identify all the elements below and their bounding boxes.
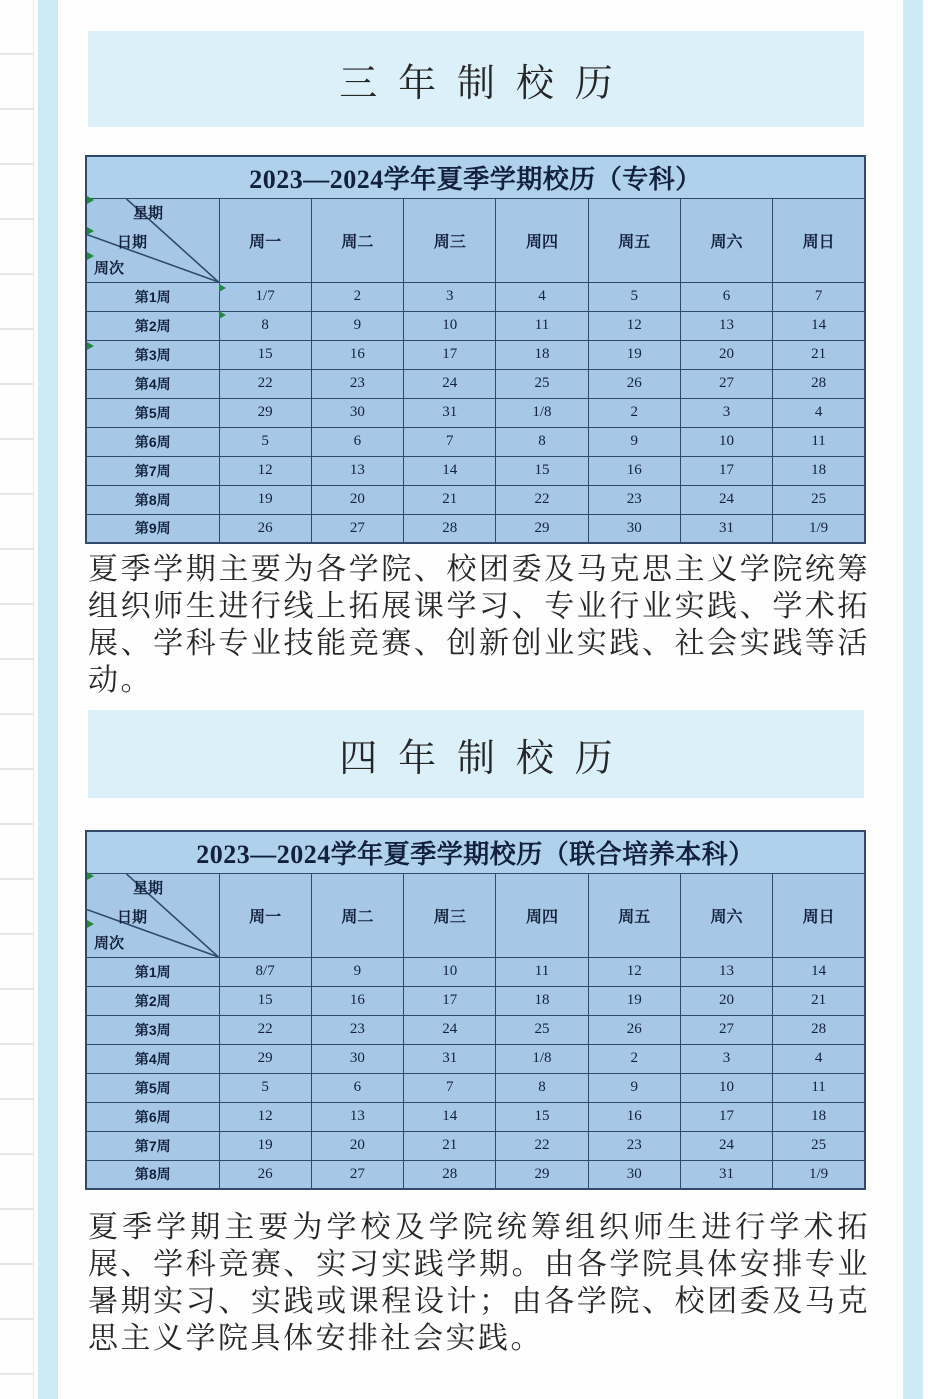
- date-cell: 1/8: [496, 398, 588, 427]
- week-label-cell: 第7周: [86, 1131, 219, 1160]
- date-cell: 20: [311, 1131, 403, 1160]
- date-cell: 26: [588, 1015, 680, 1044]
- date-cell: 31: [404, 1044, 496, 1073]
- date-cell: 18: [496, 340, 588, 369]
- date-cell: 1/8: [496, 1044, 588, 1073]
- date-cell: 7: [404, 1073, 496, 1102]
- date-cell: 24: [404, 369, 496, 398]
- date-cell: 3: [680, 398, 772, 427]
- section-title-three-year: [88, 31, 864, 127]
- date-cell: 11: [496, 957, 588, 986]
- calendar-table-joint-bachelor: [85, 830, 866, 1190]
- day-header: 周一: [219, 873, 311, 957]
- date-cell: 29: [219, 398, 311, 427]
- date-cell: 10: [404, 311, 496, 340]
- day-header: 周六: [680, 198, 772, 282]
- calendar-table-junior-college: [85, 155, 866, 544]
- date-cell: 16: [588, 1102, 680, 1131]
- week-label-cell: 第8周: [86, 1160, 219, 1189]
- day-header: 周三: [404, 873, 496, 957]
- date-cell: 31: [680, 514, 772, 543]
- table-row: [86, 1102, 865, 1131]
- date-cell: 9: [311, 311, 403, 340]
- date-cell: 28: [773, 369, 865, 398]
- date-cell: 19: [219, 485, 311, 514]
- date-cell: 27: [680, 1015, 772, 1044]
- date-cell: 3: [680, 1044, 772, 1073]
- day-header: 周二: [311, 873, 403, 957]
- date-cell: 27: [311, 514, 403, 543]
- date-cell: 31: [404, 398, 496, 427]
- date-cell: 13: [311, 1102, 403, 1131]
- date-cell: 21: [404, 1131, 496, 1160]
- date-cell: 10: [680, 1073, 772, 1102]
- day-header: 周一: [219, 198, 311, 282]
- day-header: 周三: [404, 198, 496, 282]
- date-cell: 19: [588, 986, 680, 1015]
- date-cell: 26: [219, 514, 311, 543]
- table-row: [86, 1044, 865, 1073]
- date-cell: 21: [404, 485, 496, 514]
- date-cell: 1/9: [773, 514, 865, 543]
- date-cell: 6: [311, 427, 403, 456]
- date-cell: 17: [680, 456, 772, 485]
- date-cell: 4: [773, 398, 865, 427]
- table-row: [86, 1131, 865, 1160]
- date-cell: 23: [311, 369, 403, 398]
- table-row: [86, 311, 865, 340]
- day-header: 周四: [496, 198, 588, 282]
- date-cell: 24: [680, 485, 772, 514]
- date-cell: 7: [404, 427, 496, 456]
- date-cell: 29: [496, 1160, 588, 1189]
- date-cell: 28: [773, 1015, 865, 1044]
- date-cell: 15: [496, 1102, 588, 1131]
- date-cell: 29: [496, 514, 588, 543]
- date-cell: 20: [680, 986, 772, 1015]
- date-cell: 14: [404, 1102, 496, 1131]
- date-cell: 6: [311, 1073, 403, 1102]
- week-label-cell: 第3周: [86, 340, 219, 369]
- date-cell: 18: [773, 1102, 865, 1131]
- date-cell: 4: [496, 282, 588, 311]
- date-cell: 20: [311, 485, 403, 514]
- week-label-cell: 第4周: [86, 369, 219, 398]
- date-cell: 7: [773, 282, 865, 311]
- table-title: 2023—2024学年夏季学期校历（专科）: [86, 156, 865, 198]
- date-cell: 12: [219, 1102, 311, 1131]
- date-cell: 8: [219, 311, 311, 340]
- comment-marker-icon: [87, 252, 94, 260]
- table-row: [86, 957, 865, 986]
- week-label-cell: 第6周: [86, 427, 219, 456]
- note-three-year: 夏季学期主要为各学院、校团委及马克思主义学院统筹组织师生进行线上拓展课学习、专业行业实践、学术拓展、学科专业技能竞赛、创新创业实践、社会实践等活动。: [88, 553, 870, 697]
- date-cell: 29: [219, 1044, 311, 1073]
- corner-label-week-number: 周次: [94, 259, 125, 277]
- date-cell: 15: [496, 456, 588, 485]
- date-cell: 12: [588, 957, 680, 986]
- date-cell: 25: [496, 1015, 588, 1044]
- date-cell: 17: [404, 340, 496, 369]
- table-row: [86, 282, 865, 311]
- date-cell: 10: [404, 957, 496, 986]
- corner-label-date: 日期: [117, 908, 148, 926]
- week-label-cell: 第2周: [86, 311, 219, 340]
- date-cell: 4: [773, 1044, 865, 1073]
- date-cell: 31: [680, 1160, 772, 1189]
- table-row: [86, 1160, 865, 1189]
- corner-label-weekday: 星期: [133, 204, 164, 222]
- week-label-cell: 第5周: [86, 398, 219, 427]
- date-cell: 28: [404, 514, 496, 543]
- table-title: 2023—2024学年夏季学期校历（联合培养本科）: [86, 831, 865, 873]
- date-cell: 23: [588, 1131, 680, 1160]
- comment-marker-icon: [87, 920, 94, 928]
- date-cell: 16: [311, 986, 403, 1015]
- corner-header-cell: [86, 198, 219, 282]
- week-label-cell: 第4周: [86, 1044, 219, 1073]
- comment-marker-icon: [219, 311, 226, 319]
- day-header: 周五: [588, 873, 680, 957]
- date-cell: 11: [773, 427, 865, 456]
- date-cell: 17: [680, 1102, 772, 1131]
- week-label-cell: 第3周: [86, 1015, 219, 1044]
- date-cell: 2: [311, 282, 403, 311]
- day-header: 周六: [680, 873, 772, 957]
- note-four-year: 夏季学期主要为学校及学院统筹组织师生进行学术拓展、学科竞赛、实习实践学期。由各学院具体安排专业暑期实习、实践或课程设计；由各学院、校团委及马克思主义学院具体安排社会实践。: [88, 1211, 870, 1355]
- date-cell: 22: [219, 1015, 311, 1044]
- date-cell: 9: [588, 1073, 680, 1102]
- day-header: 周四: [496, 873, 588, 957]
- date-cell: 15: [219, 340, 311, 369]
- date-cell: 25: [773, 1131, 865, 1160]
- date-cell: 25: [496, 369, 588, 398]
- section-title-four-year-text: 四年制校历: [339, 737, 634, 780]
- week-label-cell: 第6周: [86, 1102, 219, 1131]
- section-title-three-year-text: 三年制校历: [339, 62, 634, 105]
- week-label-cell: 第1周: [86, 957, 219, 986]
- notebook-ruled-edge: [0, 0, 34, 1399]
- section-title-four-year: [88, 710, 864, 798]
- date-cell: 1/7: [219, 282, 311, 311]
- date-cell: 30: [311, 398, 403, 427]
- table-row: [86, 398, 865, 427]
- date-cell: 20: [680, 340, 772, 369]
- table-row: [86, 986, 865, 1015]
- date-cell: 3: [404, 282, 496, 311]
- date-cell: 8/7: [219, 957, 311, 986]
- date-cell: 13: [680, 957, 772, 986]
- corner-label-weekday: 星期: [133, 879, 164, 897]
- date-cell: 16: [311, 340, 403, 369]
- week-label-cell: 第1周: [86, 282, 219, 311]
- date-cell: 27: [680, 369, 772, 398]
- date-cell: 17: [404, 986, 496, 1015]
- date-cell: 23: [311, 1015, 403, 1044]
- date-cell: 22: [496, 1131, 588, 1160]
- date-cell: 14: [773, 311, 865, 340]
- date-cell: 26: [219, 1160, 311, 1189]
- date-cell: 16: [588, 456, 680, 485]
- corner-header-cell: [86, 873, 219, 957]
- date-cell: 15: [219, 986, 311, 1015]
- date-cell: 6: [680, 282, 772, 311]
- day-header: 周五: [588, 198, 680, 282]
- week-label-cell: 第8周: [86, 485, 219, 514]
- date-cell: 22: [219, 369, 311, 398]
- comment-marker-icon: [87, 342, 94, 350]
- date-cell: 2: [588, 1044, 680, 1073]
- date-cell: 9: [311, 957, 403, 986]
- week-label-cell: 第9周: [86, 514, 219, 543]
- date-cell: 12: [588, 311, 680, 340]
- date-cell: 1/9: [773, 1160, 865, 1189]
- week-label-cell: 第7周: [86, 456, 219, 485]
- day-header: 周二: [311, 198, 403, 282]
- date-cell: 19: [219, 1131, 311, 1160]
- date-cell: 5: [219, 427, 311, 456]
- date-cell: 21: [773, 986, 865, 1015]
- table-row: [86, 340, 865, 369]
- date-cell: 28: [404, 1160, 496, 1189]
- corner-label-week-number: 周次: [94, 934, 125, 952]
- date-cell: 30: [311, 1044, 403, 1073]
- week-label-cell: 第2周: [86, 986, 219, 1015]
- date-cell: 10: [680, 427, 772, 456]
- date-cell: 9: [588, 427, 680, 456]
- corner-label-date: 日期: [117, 233, 148, 251]
- date-cell: 22: [496, 485, 588, 514]
- date-cell: 11: [496, 311, 588, 340]
- table-row: [86, 1073, 865, 1102]
- day-header: 周日: [773, 873, 865, 957]
- date-cell: 8: [496, 427, 588, 456]
- date-cell: 11: [773, 1073, 865, 1102]
- date-cell: 30: [588, 514, 680, 543]
- date-cell: 8: [496, 1073, 588, 1102]
- date-cell: 30: [588, 1160, 680, 1189]
- date-cell: 12: [219, 456, 311, 485]
- table-row: [86, 514, 865, 543]
- day-header: 周日: [773, 198, 865, 282]
- week-label-cell: 第5周: [86, 1073, 219, 1102]
- date-cell: 14: [404, 456, 496, 485]
- table-row: [86, 1015, 865, 1044]
- date-cell: 5: [219, 1073, 311, 1102]
- date-cell: 18: [496, 986, 588, 1015]
- date-cell: 27: [311, 1160, 403, 1189]
- table-row: [86, 485, 865, 514]
- comment-marker-icon: [219, 284, 226, 292]
- date-cell: 19: [588, 340, 680, 369]
- date-cell: 13: [311, 456, 403, 485]
- date-cell: 24: [680, 1131, 772, 1160]
- left-accent-band: [38, 0, 58, 1399]
- comment-marker-icon: [87, 872, 94, 880]
- date-cell: 13: [680, 311, 772, 340]
- date-cell: 26: [588, 369, 680, 398]
- right-accent-band: [903, 0, 923, 1399]
- table-row: [86, 427, 865, 456]
- date-cell: 18: [773, 456, 865, 485]
- date-cell: 25: [773, 485, 865, 514]
- date-cell: 21: [773, 340, 865, 369]
- date-cell: 24: [404, 1015, 496, 1044]
- date-cell: 2: [588, 398, 680, 427]
- date-cell: 14: [773, 957, 865, 986]
- comment-marker-icon: [87, 196, 94, 204]
- table-row: [86, 369, 865, 398]
- date-cell: 5: [588, 282, 680, 311]
- table-row: [86, 456, 865, 485]
- date-cell: 23: [588, 485, 680, 514]
- comment-marker-icon: [87, 227, 94, 235]
